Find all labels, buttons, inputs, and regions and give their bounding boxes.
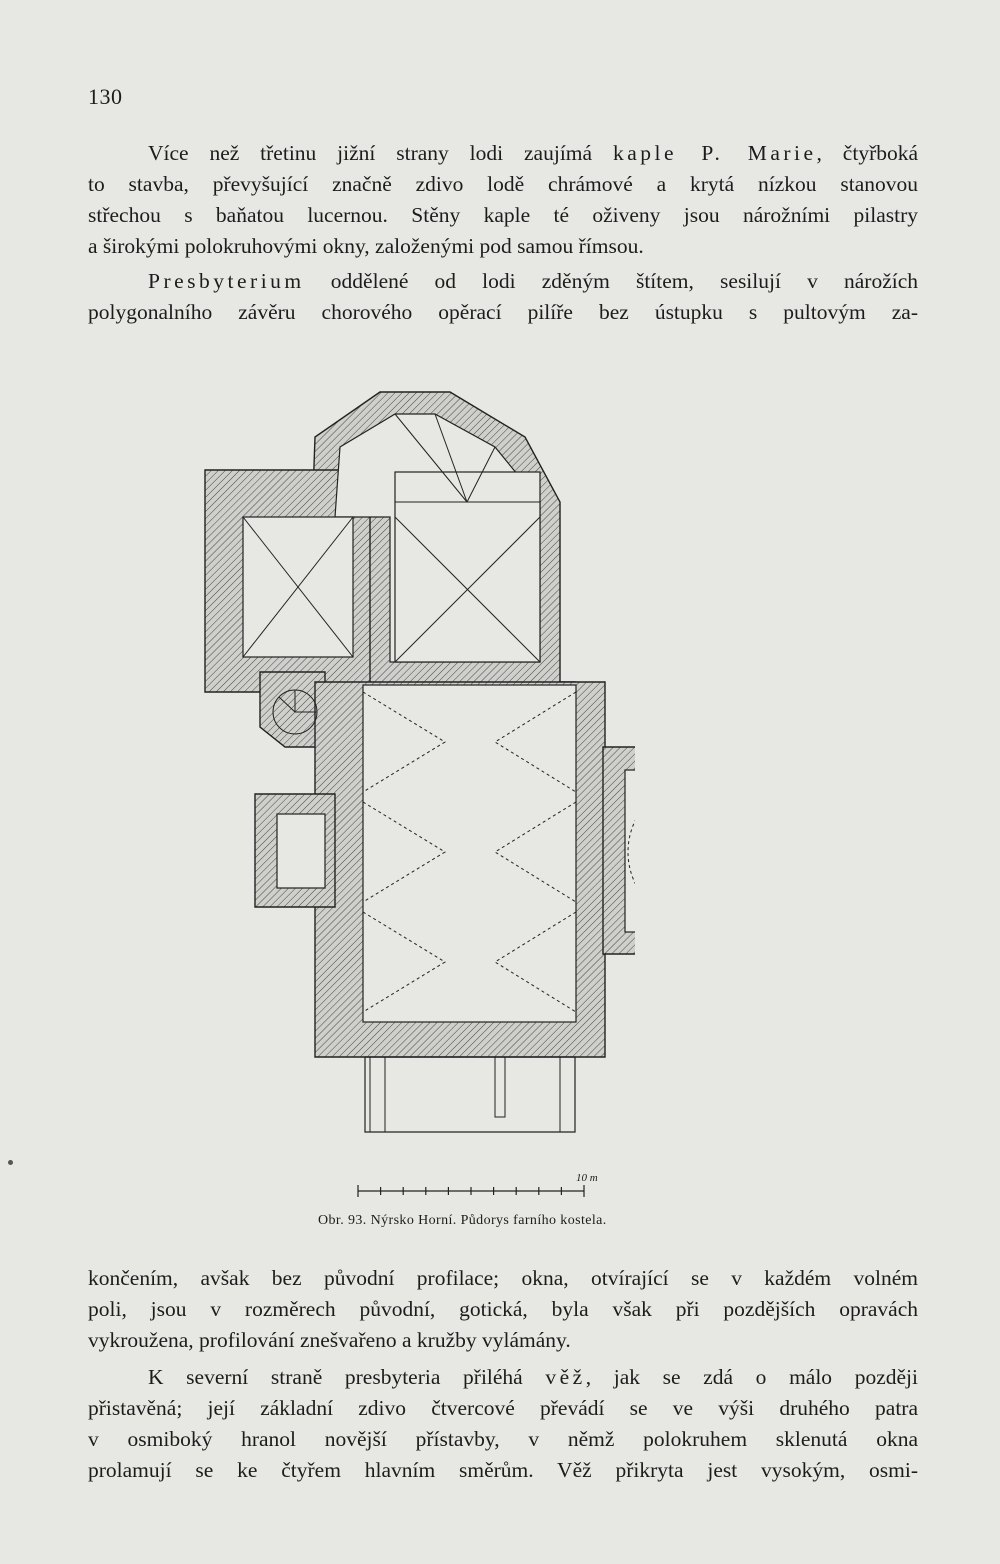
text-line: přistavěná; její základní zdivo čtvercové převádí se ve výši druhého patra [88, 1396, 918, 1420]
text-line: a širokými polokruhovými okny, založenými pod samou římsou. [88, 234, 644, 258]
text-line: to stavba, převyšující značně zdivo lodě chrámové a krytá nízkou stanovou [88, 172, 918, 196]
text-line: K severní straně presbyteria přiléhá věž, jak se zdá o málo později [148, 1365, 918, 1389]
figure-caption: Obr. 93. Nýrsko Horní. Půdorys farního kostela. [318, 1213, 607, 1228]
text-line: Presbyterium oddělené od lodi zděným štítem, sesilují v nárožích [148, 269, 918, 293]
text-line: poli, jsou v rozměrech původní, gotická, byla však při pozdějších opravách [88, 1297, 918, 1321]
church-floor-plan-icon [195, 352, 635, 1182]
page-number: 130 [88, 84, 123, 109]
scale-bar-icon [356, 1183, 588, 1199]
paragraph-windows [88, 1263, 918, 1356]
text-line: polygonalního závěru chorového opěrací pilíře bez ústupku s pultovým za- [88, 300, 918, 324]
text-line: střechou s baňatou lucernou. Stěny kaple té oživeny jsou nárožními pilastry [88, 203, 918, 227]
paragraph-tower [88, 1362, 918, 1486]
paragraph-chapel [88, 138, 918, 262]
text-line: prolamují se ke čtyřem hlavním směrům. Věž přikryta jest vysokým, osmi- [88, 1458, 918, 1482]
margin-dot [8, 1160, 13, 1165]
scale-label: 10 m [576, 1172, 598, 1184]
text-line: Více než třetinu jižní strany lodi zaujímá kaple P. Marie, čtyřboká [148, 141, 919, 165]
text-line: končením, avšak bez původní profilace; okna, otvírající se v každém volném [88, 1266, 918, 1290]
paragraph-presbytery [88, 266, 918, 328]
text-line: v osmiboký hranol novější přístavby, v němž polokruhem sklenutá okna [88, 1427, 918, 1451]
text-line: vykroužena, profilování znešvařeno a kružby vylámány. [88, 1328, 571, 1352]
